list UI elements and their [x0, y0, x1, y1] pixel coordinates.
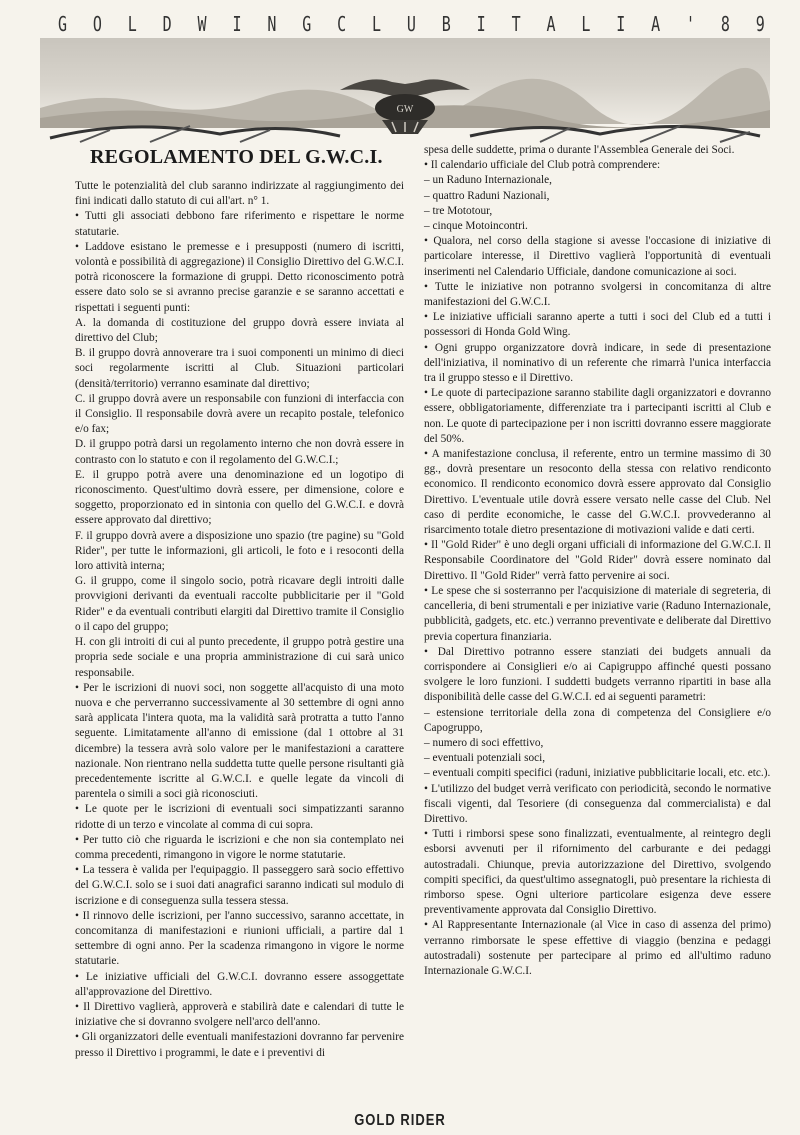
paragraph: • Per le iscrizioni di nuovi soci, non soggette all'acquisto di una moto nuova e che perverranno successivamente al 30 settembre di ogni anno sarà applicata l'intera quota, ma la validità sarà protratta a tutto l'anno seguente. Limitatamente all'anno di emissione (dal 1 ottobre al 31 dicembre) la tessera avrà solo valore per le manifestazioni a carattere nazionale. Non rientrano nella suddetta tutte quelle persone risultanti già precedentemente iscritte al G.W.C.I. e quelle legate da vincoli di parentela o simili a soci già riconosciuti.: [75, 681, 404, 801]
paragraph: – eventuali potenziali soci,: [424, 752, 546, 765]
paragraph: B. il gruppo dovrà annoverare tra i suoi componenti un minimo di dieci soci regolarmente iscritti al Club. Situazioni particolari (densità/territorio) verranno esaminate dal direttivo;: [75, 347, 404, 390]
paragraph: • Tutte le iniziative non potranno svolgersi in concomitanza di altre manifestazioni del G.W.C.I.: [424, 280, 771, 309]
paragraph: C. il gruppo dovrà avere un responsabile con funzioni di interfaccia con il Consiglio. Il responsabile dovrà avere un recapito postale, telefonico e/o fax;: [75, 392, 404, 436]
paragraph: D. il gruppo potrà darsi un regolamento interno che non dovrà essere in contrasto con lo statuto e con il regolamento del G.W.C.I.;: [75, 438, 404, 466]
page-title: REGOLAMENTO DEL G.W.C.I.: [90, 146, 383, 168]
masthead-letter: I: [616, 11, 627, 37]
right-text-column: [424, 143, 771, 979]
paragraph: • Le iniziative ufficiali saranno aperte a tutti i soci del Club ed a tutti i possessori di Honda Gold Wing.: [424, 311, 771, 339]
masthead-letter: C: [337, 11, 348, 37]
paragraph: – numero di soci effettivo,: [424, 736, 544, 749]
paragraph: • Tutti i rimborsi spese sono finalizzati, eventualmente, al reintegro degli esborsi avvenuti per il rifornimento del carburante e dei pedaggi autostradali. Chiunque, previa autorizzazione del Direttivo, svolgendo compiti specifici, da quest'ultimo assegnatogli, può presentare la richiesta di rimborso spese. Ogni ulteriore particolare esigenza deve essere preventivamente approvata dal Consiglio Direttivo.: [424, 828, 771, 917]
paragraph: • Laddove esistano le premesse e i presupposti (numero di iscritti, volontà e possibilità di aggregazione) il Consiglio Direttivo del G.W.C.I. potrà riconoscere la formazione di gruppi. Detto riconoscimento potrà essere dato solo se si avranno precise garanzie e se saranno accettati e rispettati i seguenti punti:: [75, 240, 404, 314]
paragraph: – un Raduno Internazionale,: [424, 174, 552, 187]
masthead-letter: I: [232, 11, 243, 37]
masthead-letter: ': [686, 11, 697, 37]
paragraph: A. la domanda di costituzione del gruppo dovrà essere inviata al direttivo del Club;: [75, 316, 404, 345]
paragraph: – estensione territoriale della zona di competenza del Consigliere e/o Capogruppo,: [424, 706, 771, 734]
paragraph: • Gli organizzatori delle eventuali manifestazioni dovranno far pervenire presso il Direttivo i programmi, le date e i preventivi di: [75, 1031, 404, 1059]
masthead-letter: A: [546, 11, 557, 37]
paragraph: • Per tutto ciò che riguarda le iscrizioni e che non sia contemplato nei comma precedenti, rimangono in vigore le norme statutarie.: [75, 833, 404, 861]
svg-text:GW: GW: [396, 104, 414, 115]
paragraph: – tre Mototour,: [424, 204, 493, 217]
paragraph: E. il gruppo potrà avere una denominazione ed un logotipo di riconoscimento. Quest'ultimo dovrà essere, per dimensione, colore e soggetto, proporzionato ed in sintonia con quello del G.W.C.I. e dovrà essere approvato dal direttivo;: [75, 468, 404, 527]
paragraph: – cinque Motoincontri.: [424, 220, 528, 233]
masthead-letter: L: [372, 11, 383, 37]
left-text-column: [75, 179, 404, 1061]
paragraph: • La tessera è valida per l'equipaggio. Il passeggero sarà socio effettivo del G.W.C.I. solo se i suoi dati anagrafici saranno indicati sul modulo di iscrizione e di conseguenza sulla tessera stessa.: [75, 864, 404, 907]
paragraph: • Le quote per le iscrizioni di eventuali soci simpatizzanti saranno ridotte di un terzo e vincolate al comma di cui sopra.: [75, 803, 404, 831]
paragraph: – eventuali compiti specifici (raduni, iniziative pubblicitarie locali, etc. etc.).: [424, 767, 771, 780]
masthead-letter: U: [406, 11, 417, 37]
masthead-letter: L: [127, 11, 138, 37]
paragraph: • Le quote di partecipazione saranno stabilite dagli organizzatori e dovranno essere, obbligatoriamente, differenziate tra i partecipanti iscritti al Club e non. Le quote di partecipazione per i non iscritti dovranno essere maggiorate del 50%.: [424, 387, 771, 445]
paragraph: • Il Direttivo vaglierà, approverà e stabilirà date e calendari di tutte le iniziative che si dovranno svolgere nell'arco dell'anno.: [75, 1000, 404, 1029]
paragraph: F. il gruppo dovrà avere a disposizione uno spazio (tre pagine) su "Gold Rider", per tutte le informazioni, gli articoli, le foto e i resoconti della loro attività interna;: [75, 529, 404, 573]
gold-wing-banner-illustration: [40, 38, 770, 150]
masthead-letter: G: [57, 11, 69, 37]
paragraph: – quattro Raduni Nazionali,: [424, 189, 550, 202]
paragraph: • Il "Gold Rider" è uno degli organi ufficiali di informazione del G.W.C.I. Il Responsabile Coordinatore del "Gold Rider" dovrà essere nominato dal Direttivo. Il "Gold Rider" verrà fatto pervenire ai soci.: [424, 539, 771, 582]
footer-publication-name: GOLD RIDER: [354, 1110, 446, 1129]
paragraph: G. il gruppo, come il singolo socio, potrà ricavare degli introiti dalle provvigioni derivanti da eventuali raccolte pubblicitarie per il "Gold Rider" e da eventuali contributi elargiti dal Direttivo tramite il Consiglio o il capo del gruppo;: [75, 575, 404, 633]
paragraph: • A manifestazione conclusa, il referente, entro un termine massimo di 30 gg., dovrà presentare un resoconto della stessa con relativo rendiconto economico. Il rendiconto economico dovrà essere approvato dal Consiglio Direttivo. L'eventuale utile dovrà essere versato nelle casse del Club. Nel caso di perdite economiche, le casse del G.W.C.I. provvederanno al risarcimento totale dietro presentazione di motivazioni valide e dati certi.: [424, 448, 771, 537]
paragraph: • Tutti gli associati debbono fare riferimento e rispettare le norme statutarie.: [75, 210, 404, 238]
masthead-letter: L: [581, 11, 592, 37]
paragraph: • Dal Direttivo potranno essere stanziati dei budgets annuali da corrispondere ai Consiglieri e/o ai Capigruppo affinché questi possano svolgere le loro funzioni. I suddetti budgets verranno ripartiti in base alla disponibilità delle casse del G.W.C.I. ed ai seguenti parametri:: [424, 645, 771, 704]
paragraph: • Il calendario ufficiale del Club potrà comprendere:: [424, 159, 661, 172]
masthead-letter: W: [197, 11, 208, 37]
masthead-letter: D: [162, 11, 173, 37]
paragraph: • Ogni gruppo organizzatore dovrà indicare, in sede di presentazione dell'iniziativa, il nominativo di un referente che rimarrà l'unica interfaccia tra il gruppo stesso e il Direttivo.: [424, 341, 771, 385]
masthead-letter: G: [302, 11, 313, 37]
paragraph: spesa delle suddette, prima o durante l'Assemblea Generale dei Soci.: [424, 144, 735, 156]
paragraph: • L'utilizzo del budget verrà verificato con periodicità, secondo le normative fiscali vigenti, dal Tesoriere (di conseguenza dal commercialista) e dal Direttivo.: [424, 782, 771, 825]
paragraph: • Le iniziative ufficiali del G.W.C.I. dovranno essere assoggettate all'approvazione del Direttivo.: [75, 970, 404, 998]
masthead-letter: T: [511, 11, 522, 37]
masthead-letter: B: [441, 11, 452, 37]
masthead-letter: 9: [755, 11, 766, 37]
paragraph: • Qualora, nel corso della stagione si avesse l'occasione di iniziative di particolare interesse, il Direttivo vaglierà l'opportunità di eventuali inserimenti nel Calendario Ufficiale, dandone comunicazione ai soci.: [424, 235, 771, 278]
masthead-letter: O: [92, 11, 103, 37]
masthead-letter: I: [476, 11, 487, 37]
paragraph: • Al Rappresentante Internazionale (al Vice in caso di assenza del primo) verranno rimborsate le spese effettive di viaggio (benzina e pedaggi autostradali) sostenute per partecipare al primo ed all'ultimo raduno Internazionale G.W.C.I.: [424, 919, 771, 977]
masthead-letter: 8: [720, 11, 731, 37]
paragraph: Tutte le potenzialità del club saranno indirizzate al raggiungimento dei fini indicati dallo statuto di cui all'art. n° 1.: [75, 180, 404, 208]
paragraph: • Il rinnovo delle iscrizioni, per l'anno successivo, saranno accettate, in concomitanza di manifestazioni e riunioni ufficiali, a partire dal 1 settembre di ogni anno. Per la scadenza rimangono in vigore le norme statutarie.: [75, 909, 404, 968]
paragraph: • Le spese che si sosterranno per l'acquisizione di materiale di segreteria, di cancelleria, di beni strumentali e per iniziative varie (Raduno Internazionale, pubblicità, gadgets, etc. etc.) verranno preventivate e deliberate dal Direttivo previa copertura finanziaria.: [424, 584, 771, 643]
paragraph: H. con gli introiti di cui al punto precedente, il gruppo potrà gestire una propria sede sociale e una propria amministrazione di cui sarà unico responsabile.: [75, 636, 404, 679]
masthead-letter: A: [651, 11, 662, 37]
masthead-letter: N: [267, 11, 278, 37]
